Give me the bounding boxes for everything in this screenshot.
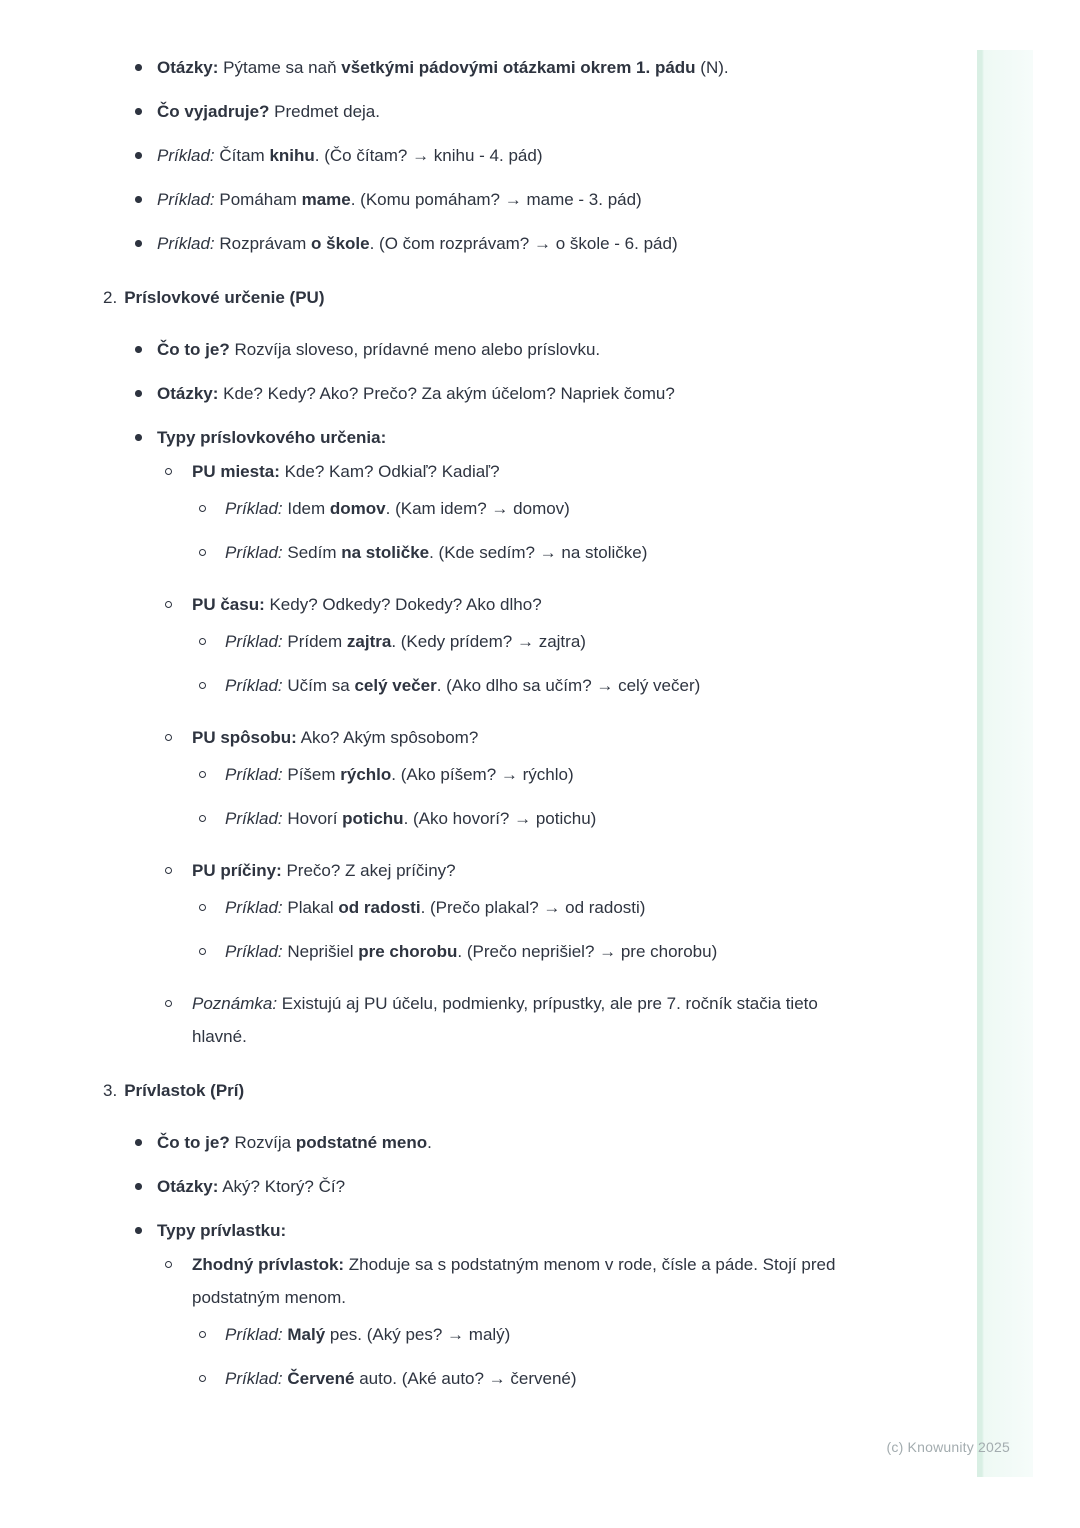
text-segment: . (Prečo neprišiel? → pre chorobu) [457,942,718,961]
list-item [100,625,840,658]
text-segment: Neprišiel [282,942,359,961]
text-segment: domov [329,499,386,518]
text-segment: o škole [311,234,370,253]
text-segment: Typy príslovkového určenia: [157,428,387,447]
text-segment: PU času: [192,595,265,614]
circle-icon [199,536,225,569]
text-segment: Pomáham [214,190,302,209]
circle-icon [165,455,192,488]
section-heading [100,1074,840,1107]
text-segment: Existujú aj PU účelu, podmienky, prípustky, ale pre 7. ročník stačia tieto hlavné. [192,994,818,1046]
section-heading [100,281,840,314]
circle-outline [199,771,206,778]
circle-icon [165,721,192,754]
text-segment: na stoličke [341,543,430,562]
item-text [157,139,840,172]
text-segment: Príklad: [225,1325,283,1344]
item-text [192,1248,840,1314]
list-item [100,183,840,216]
item-text [225,935,840,968]
text-segment: Otázky: [157,1177,219,1196]
bullet-icon [135,1214,157,1247]
text-segment: Prečo? Z akej príčiny? [281,861,456,880]
text-segment: . (Komu pomáham? → mame - 3. pád) [350,190,642,209]
circle-icon [199,935,225,968]
item-text [124,1074,840,1107]
text-segment: . (O čom rozprávam? → o škole - 6. pád) [369,234,678,253]
circle-icon [199,1362,225,1395]
item-text [157,51,840,84]
text-segment: Príklad: [225,632,283,651]
circle-icon [165,854,192,887]
text-segment: auto. (Aké auto? → červené) [354,1369,577,1388]
item-text [225,758,840,791]
text-segment: Čo to je? [157,340,230,359]
text-segment: rýchlo [340,765,392,784]
text-segment: od radosti [338,898,421,917]
circle-icon [199,758,225,791]
list-item [100,721,840,754]
text-segment: Typy prívlastku: [157,1221,287,1240]
list-item [100,455,840,488]
text-segment: . (Prečo plakal? → od radosti) [420,898,646,917]
bullet-dot [135,1139,142,1146]
bullet-icon [135,333,157,366]
circle-icon [165,1248,192,1281]
text-segment: Prídem [282,632,347,651]
item-text [192,588,840,621]
text-segment: Plakal [282,898,339,917]
text-segment: Ako? Akým spôsobom? [296,728,479,747]
text-segment: Príklad: [225,809,283,828]
text-segment: . (Ako píšem? → rýchlo) [391,765,574,784]
text-segment: . [427,1133,432,1152]
circle-outline [165,867,172,874]
bullet-icon [135,51,157,84]
text-segment: PU miesta: [192,462,280,481]
text-segment: všetkými pádovými otázkami okrem 1. pádu [341,58,696,77]
text-segment: Príklad: [157,234,215,253]
text-segment: Čo to je? [157,1133,230,1152]
item-text [192,455,840,488]
text-segment: (N). [695,58,729,77]
bullet-dot [135,108,142,115]
bullet-dot [135,346,142,353]
text-segment: Malý [287,1325,326,1344]
item-text [225,625,840,658]
circle-icon [199,625,225,658]
circle-outline [165,734,172,741]
circle-outline [199,948,206,955]
bullet-icon [135,139,157,172]
list-item [100,758,840,791]
list-item [100,802,840,835]
text-segment: Píšem [282,765,341,784]
text-segment: Sedím [282,543,342,562]
text-segment: Poznámka: [192,994,278,1013]
bullet-dot [135,1227,142,1234]
item-text [157,227,840,260]
circle-outline [199,638,206,645]
section-number: 3. [103,1081,118,1100]
bullet-dot [135,64,142,71]
text-segment: Učím sa [282,676,355,695]
circle-icon [165,588,192,621]
text-segment: podstatné meno [295,1133,428,1152]
text-segment: Červené [287,1369,355,1388]
text-segment: Prívlastok (Prí) [124,1081,245,1100]
text-segment: Otázky: [157,58,219,77]
text-segment: Čítam [214,146,270,165]
circle-outline [199,549,206,556]
circle-outline [165,468,172,475]
bullet-icon [135,377,157,410]
item-text [225,1318,840,1351]
text-segment: Zhoduje sa s podstatným menom v rode, čísle a páde. Stojí pred podstatným menom. [192,1255,836,1307]
item-text [157,95,840,128]
circle-icon [199,891,225,924]
circle-icon [165,987,192,1020]
list-item [100,1362,840,1395]
item-text [157,1126,840,1159]
text-segment: . (Ako dlho sa učím? → celý večer) [436,676,701,695]
text-segment: mame [301,190,351,209]
list-item [100,139,840,172]
text-segment: zajtra [346,632,392,651]
item-text [192,854,840,887]
text-segment: Kde? Kedy? Ako? Prečo? Za akým účelom? Napriek čomu? [218,384,675,403]
text-segment: Predmet deja. [269,102,380,121]
text-segment: pes. (Aký pes? → malý) [325,1325,511,1344]
bullet-dot [135,240,142,247]
text-segment: Príklad: [157,190,215,209]
text-segment: Rozprávam [214,234,312,253]
list-item [100,421,840,454]
item-text [157,183,840,216]
circle-outline [199,1375,206,1382]
item-text [157,333,840,366]
list-item [100,588,840,621]
list-item [100,987,840,1053]
text-segment: . (Kde sedím? → na stoličke) [429,543,648,562]
list-item [100,51,840,84]
text-segment: Otázky: [157,384,219,403]
circle-icon [199,492,225,525]
list-item [100,1248,840,1314]
text-segment: Aký? Ktorý? Čí? [218,1177,346,1196]
circle-outline [199,682,206,689]
item-text [225,536,840,569]
bullet-dot [135,152,142,159]
list-item [100,669,840,702]
text-segment: Čo vyjadruje? [157,102,270,121]
circle-icon [199,802,225,835]
list-item [100,95,840,128]
text-segment: Príklad: [225,1369,283,1388]
text-segment: celý večer [354,676,437,695]
bullet-dot [135,390,142,397]
text-segment: potichu [342,809,404,828]
list-item [100,935,840,968]
text-segment: Kedy? Odkedy? Dokedy? Ako dlho? [264,595,542,614]
text-segment: PU spôsobu: [192,728,297,747]
list-item [100,377,840,410]
list-item [100,492,840,525]
item-text [225,891,840,924]
page-edge-stripe [977,50,1033,1477]
text-segment: Príslovkové určenie (PU) [124,288,325,307]
bullet-dot [135,1183,142,1190]
notes-content [100,51,840,1406]
item-text [124,281,840,314]
text-segment: Príklad: [225,765,283,784]
section-number: 2. [103,288,118,307]
text-segment: Príklad: [225,898,283,917]
text-segment: Príklad: [157,146,215,165]
circle-outline [199,815,206,822]
text-segment: . (Kam idem? → domov) [385,499,570,518]
text-segment: . (Čo čítam? → knihu - 4. pád) [314,146,543,165]
text-segment: PU príčiny: [192,861,282,880]
item-text [157,1170,840,1203]
text-segment: Zhodný prívlastok: [192,1255,345,1274]
bullet-icon [135,1126,157,1159]
text-segment: Príklad: [225,499,283,518]
list-item [100,891,840,924]
item-text [157,377,840,410]
bullet-icon [135,421,157,454]
item-text [157,421,840,454]
list-item [100,333,840,366]
bullet-icon [135,183,157,216]
list-item [100,1126,840,1159]
bullet-icon [135,1170,157,1203]
item-text [225,802,840,835]
item-text [192,987,840,1053]
text-segment: Idem [282,499,330,518]
text-segment: Rozvíja [229,1133,296,1152]
text-segment: pre chorobu [358,942,458,961]
item-text [225,1362,840,1395]
bullet-icon [135,227,157,260]
circle-outline [165,1000,172,1007]
list-item [100,854,840,887]
circle-outline [165,601,172,608]
circle-outline [199,1331,206,1338]
item-text [157,1214,840,1247]
text-segment: Príklad: [225,676,283,695]
text-segment: Príklad: [225,942,283,961]
circle-outline [199,904,206,911]
copyright-text: (c) Knowunity 2025 [886,1439,1010,1455]
item-text [225,669,840,702]
circle-outline [199,505,206,512]
bullet-dot [135,434,142,441]
item-text [192,721,840,754]
text-segment: Hovorí [282,809,343,828]
circle-icon [199,669,225,702]
bullet-icon [135,95,157,128]
text-segment: . (Ako hovorí? → potichu) [403,809,597,828]
text-segment: Príklad: [225,543,283,562]
text-segment: Rozvíja sloveso, prídavné meno alebo príslovku. [229,340,601,359]
item-text [225,492,840,525]
list-item [100,227,840,260]
list-item [100,536,840,569]
list-item [100,1214,840,1247]
circle-outline [165,1261,172,1268]
text-segment: Kde? Kam? Odkiaľ? Kadiaľ? [279,462,500,481]
text-segment: Pýtame sa naň [218,58,342,77]
bullet-dot [135,196,142,203]
list-item [100,1170,840,1203]
text-segment: . (Kedy prídem? → zajtra) [391,632,586,651]
text-segment: knihu [269,146,315,165]
list-item [100,1318,840,1351]
circle-icon [199,1318,225,1351]
